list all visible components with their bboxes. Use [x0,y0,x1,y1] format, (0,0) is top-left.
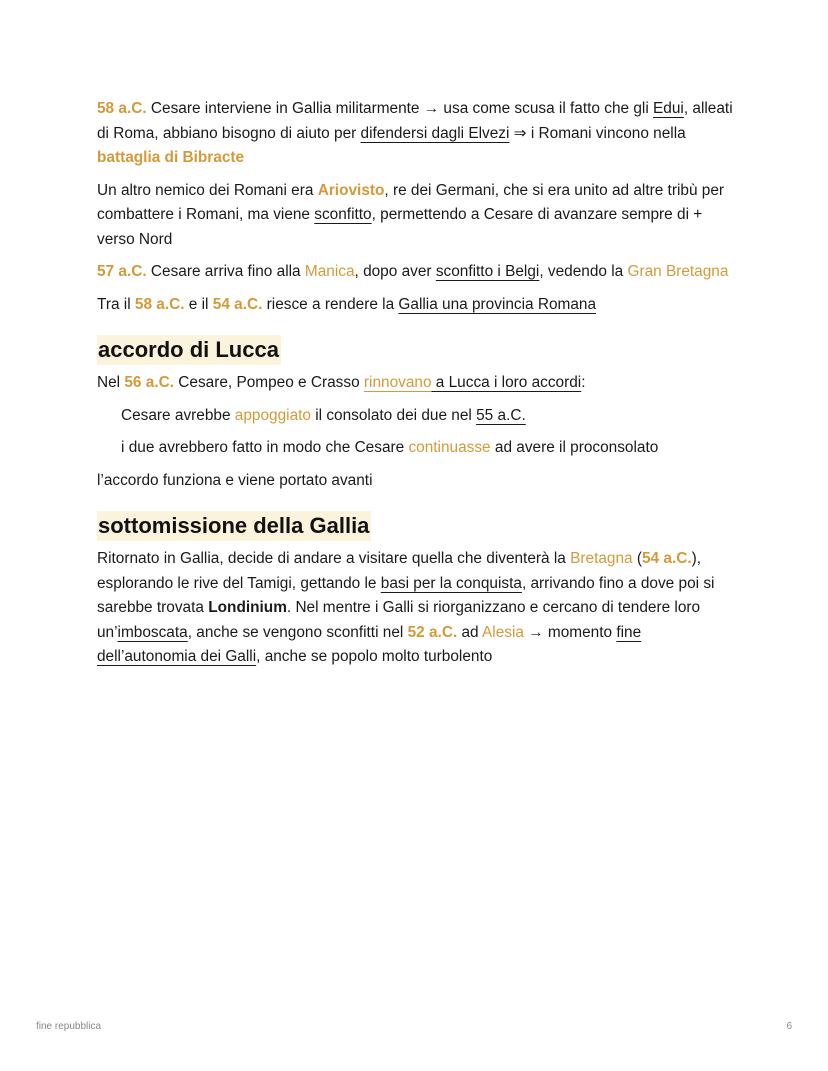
page-number: 6 [786,1021,792,1032]
text: ad [457,623,483,641]
text: . Nel mentre i Galli si riorganizzano e cercano di tendere loro un’ [97,599,701,641]
underlined-text: sconfitto i Belgi [435,263,540,280]
text: , re dei Germani, che si era unito ad altre tribù per combattere i Romani, ma viene [97,181,725,223]
date-highlight: 57 a.C. [97,263,147,280]
date-highlight: 54 a.C. [212,295,263,313]
text: Un altro nemico dei Romani era [97,181,318,199]
text: , permettendo a Cesare di avanzare sempre di + verso Nord [97,206,703,248]
highlight-text: continuasse [408,439,491,456]
text: ), esplorando le rive del Tamigi, gettando le [97,550,702,592]
text: Ritornato in Gallia, decide di andare a visitare quella che diventerà la [97,550,571,567]
text: ⇒ i Romani vincono nella [509,124,686,142]
date-highlight: 58 a.C. [97,100,147,117]
underlined-text: imboscata [117,623,188,641]
text: , dopo aver [354,263,436,280]
paragraph-provincia [97,293,737,318]
text: Nel [97,374,125,391]
text: Cesare arriva fino alla [146,263,305,280]
paragraph-proconsolato [97,436,737,461]
date-highlight: 52 a.C. [407,623,458,641]
underlined-text: sconfitto [314,206,372,223]
underlined-text: Gallia una provincia Romana [398,295,597,313]
paragraph-lucca [97,371,737,396]
date-highlight: 54 a.C. [642,550,692,567]
paragraph-manica [97,260,737,285]
paragraph-ariovisto [97,179,737,253]
highlight-text: battaglia di Bibracte [97,149,245,166]
highlight-text: Alesia [482,623,524,641]
text: ( [632,550,642,567]
text: , anche se popolo molto turbolento [256,648,493,665]
text: i due avrebbero fatto in modo che Cesare [121,439,409,456]
text: Tra il [97,295,135,313]
text: Cesare interviene in Gallia militarmente → usa come scusa il fatto che gli [146,100,654,117]
underlined-text: a Lucca i loro accordi [431,374,582,391]
text: Cesare avrebbe [121,406,235,424]
heading-sottomissione-della-gallia: sottomissione della Gallia [97,511,371,541]
text: e il [184,295,213,313]
date-highlight: 58 a.C. [134,295,185,313]
highlight-text: Ariovisto [317,181,385,199]
paragraph-consolato [97,404,737,429]
text: ad avere il proconsolato [490,439,659,456]
text: , arrivando fino a dove poi si sarebbe trovata [97,574,715,616]
text: , anche se vengono sconfitti nel [187,623,408,641]
text: il consolato dei due nel [310,406,477,424]
date-highlight: 56 a.C. [124,374,174,391]
underlined-text: basi per la conquista [380,574,522,592]
bold-text: Londinium [208,599,287,616]
text: Cesare, Pompeo e Crasso [174,374,364,391]
highlight-text: Bretagna [570,550,633,567]
text: , vedendo la [539,263,628,280]
paragraph-bibracte [97,97,737,171]
highlight-text: Manica [304,263,355,280]
text: , alleati di Roma, abbiano bisogno di aiuto per [97,100,733,142]
heading-accordo-di-lucca: accordo di Lucca [97,335,281,365]
highlight-text: appoggiato [234,406,311,424]
footer-title: fine repubblica [36,1021,102,1032]
underlined-text: fine dell’autonomia dei Galli [97,623,642,665]
paragraph-accordo-funziona: l’accordo funziona e viene portato avanti [97,471,373,489]
text: : [581,374,586,391]
document-page [97,97,737,678]
underlined-text: difendersi dagli Elvezi [360,124,510,142]
underlined-text: Edui [653,100,684,117]
highlight-text: Gran Bretagna [627,263,729,280]
underlined-text: 55 a.C. [476,406,526,424]
text: → momento [523,623,617,641]
highlight-underlined-text: rinnovano [363,374,432,391]
text: riesce a rendere la [262,295,399,313]
paragraph-bretagna [97,547,737,670]
